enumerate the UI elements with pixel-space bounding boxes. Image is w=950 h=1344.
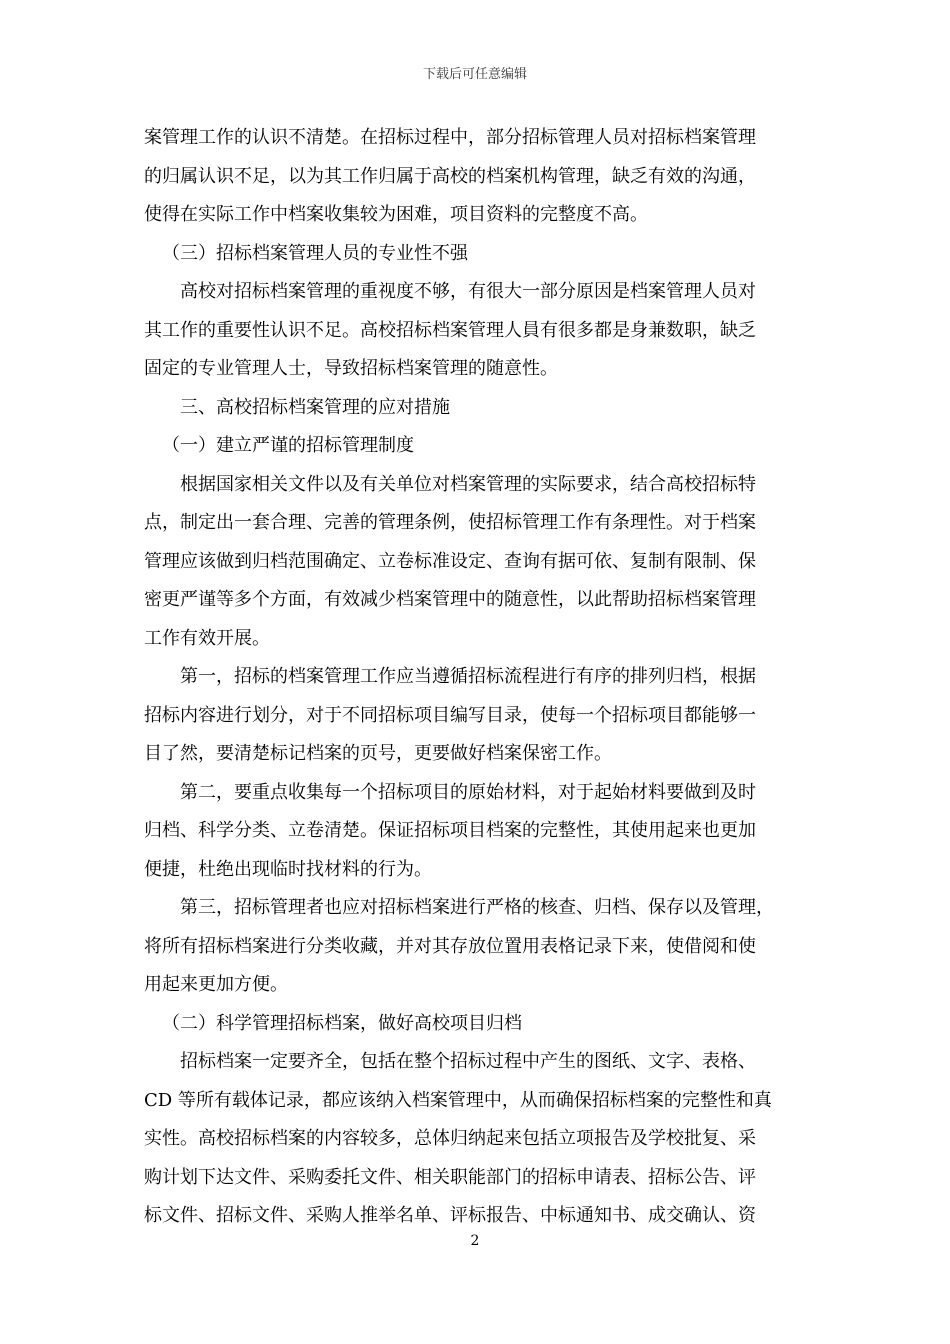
- body-line: 标文件、招标文件、采购人推举名单、评标报告、中标通知书、成交确认、资: [144, 1205, 756, 1226]
- body-line: 第二，要重点收集每一个招标项目的原始材料，对于起始材料要做到及时: [180, 782, 756, 803]
- body-line: 的归属认识不足，以为其工作归属于高校的档案机构管理，缺乏有效的沟通，: [144, 166, 756, 187]
- body-line: 高校对招标档案管理的重视度不够，有很大一部分原因是档案管理人员对: [180, 281, 756, 302]
- body-line: 固定的专业管理人士，导致招标档案管理的随意性。: [144, 358, 558, 379]
- body-line: 工作有效开展。: [144, 628, 270, 649]
- body-line: 归档、科学分类、立卷清楚。保证招标项目档案的完整性，其使用起来也更加: [144, 820, 756, 841]
- body-line: 实性。高校招标档案的内容较多，总体归纳起来包括立项报告及学校批复、采: [144, 1128, 756, 1149]
- section-heading: 三、高校招标档案管理的应对措施: [180, 397, 450, 418]
- body-line: 点，制定出一套合理、完善的管理条例，使招标管理工作有条理性。对于档案: [144, 512, 756, 533]
- body-line: 便捷，杜绝出现临时找材料的行为。: [144, 859, 432, 880]
- body-line: 招标档案一定要齐全，包括在整个招标过程中产生的图纸、文字、表格、: [180, 1051, 756, 1072]
- body-line: 管理应该做到归档范围确定、立卷标准设定、查询有据可依、复制有限制、保: [144, 551, 756, 572]
- section-heading: （二）科学管理招标档案，做好高校项目归档: [162, 1013, 522, 1034]
- body-line: 根据国家相关文件以及有关单位对档案管理的实际要求，结合高校招标特: [180, 474, 756, 495]
- body-line: 将所有招标档案进行分类收藏，并对其存放位置用表格记录下来，使借阅和使: [144, 936, 756, 957]
- body-line: 购计划下达文件、采购委托文件、相关职能部门的招标申请表、招标公告、评: [144, 1167, 756, 1188]
- page-number: 2: [470, 1233, 480, 1249]
- page-header: 下载后可任意编辑: [422, 67, 527, 82]
- body-line: 使得在实际工作中档案收集较为困难，项目资料的完整度不高。: [144, 204, 648, 225]
- section-heading: （一）建立严谨的招标管理制度: [162, 435, 414, 456]
- body-line: 用起来更加方便。: [144, 974, 288, 995]
- body-line: 第三，招标管理者也应对招标档案进行严格的核查、归档、保存以及管理，: [180, 897, 774, 918]
- body-line: CD 等所有载体记录，都应该纳入档案管理中，从而确保招标档案的完整性和真: [144, 1090, 772, 1111]
- body-line: 招标内容进行划分，对于不同招标项目编写目录，使每一个招标项目都能够一: [144, 705, 756, 726]
- body-line: 第一，招标的档案管理工作应当遵循招标流程进行有序的排列归档，根据: [180, 666, 756, 687]
- body-line: 其工作的重要性认识不足。高校招标档案管理人員有很多都是身兼数职，缺乏: [144, 320, 756, 341]
- body-line: 密更严谨等多个方面，有效减少档案管理中的随意性，以此帮助招标档案管理: [144, 589, 756, 610]
- body-line: 案管理工作的认识不清楚。在招标过程中，部分招标管理人员对招标档案管理: [144, 127, 756, 148]
- body-line: 目了然，要清楚标记档案的页号，更要做好档案保密工作。: [144, 743, 612, 764]
- section-heading: （三）招标档案管理人员的专业性不强: [162, 243, 468, 264]
